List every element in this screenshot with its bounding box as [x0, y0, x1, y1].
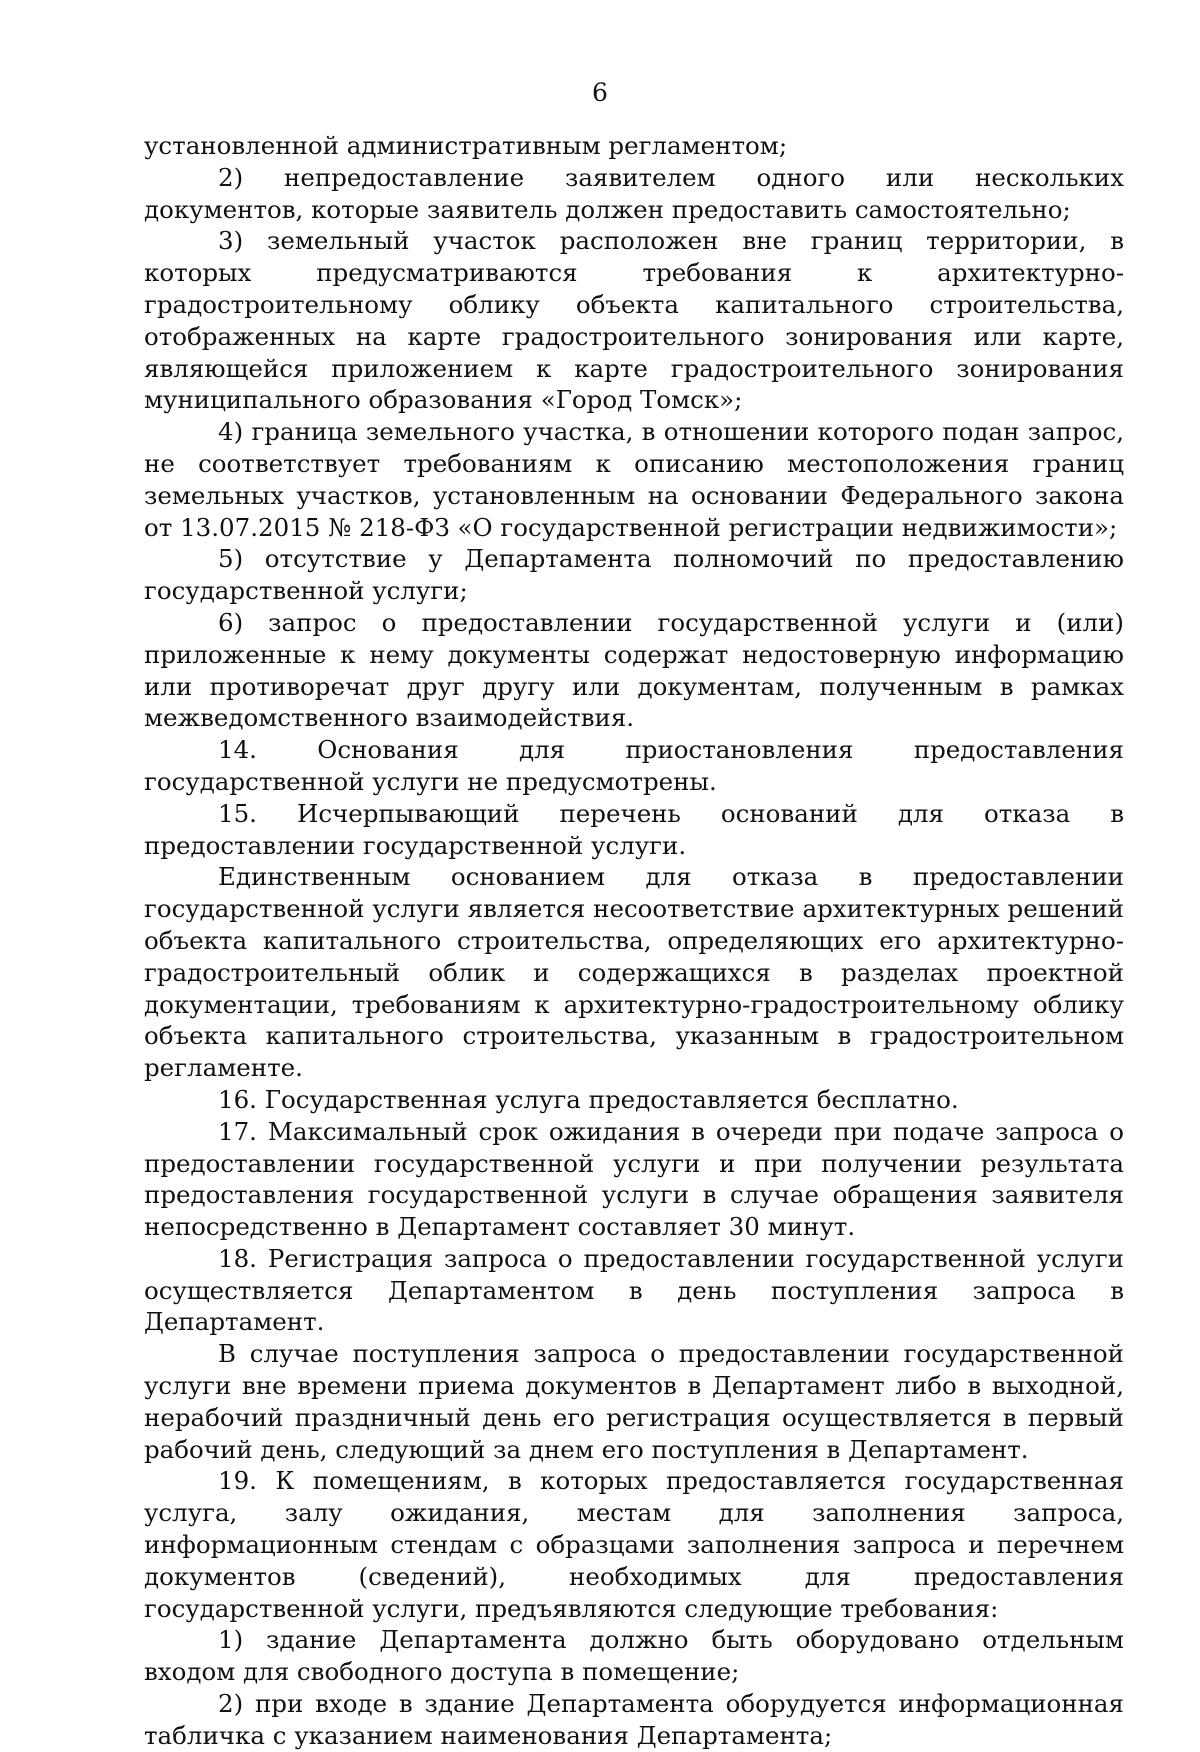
- paragraph-item-3: 3) земельный участок расположен вне границ территории, в которых предусматриваются требования к архитектурно-градостроительному облику объекта капитального строительства, отображенных на карте градостроительного зонирования или карте, являющейся приложением к карте градостроительного зонирования муниципального образования «Город Томск»;: [144, 226, 1124, 415]
- paragraph-item-5: 5) отсутствие у Департамента полномочий по предоставлению государственной услуги;: [144, 544, 1124, 606]
- paragraph-section-19: 19. К помещениям, в которых предоставляется государственная услуга, залу ожидания, местам для заполнения запроса, информационным стендам с образцами заполнения запроса и перечнем документов (сведений), необходимых для предоставления государственной услуги, предъявляются следующие требования:: [144, 1466, 1124, 1623]
- paragraph-section-17: 17. Максимальный срок ожидания в очереди при подаче запроса о предоставлении государственной услуги и при получении результата предоставления государственной услуги в случае обращения заявителя непосредственно в Департамент составляет 30 минут.: [144, 1116, 1124, 1242]
- paragraph-continuation: установленной административным регламентом;: [144, 131, 788, 160]
- paragraph-registration-case: В случае поступления запроса о предоставлении государственной услуги вне времени приема документов в Департамент либо в выходной, нерабочий праздничный день его регистрация осуществляется в первый рабочий день, следующий за днем его поступления в Департамент.: [144, 1339, 1124, 1464]
- paragraph-requirement-2: 2) при входе в здание Департамента оборудуется информационная табличка с указанием наименования Департамента;: [144, 1689, 1124, 1750]
- paragraph-requirement-1: 1) здание Департамента должно быть оборудовано отдельным входом для свободного доступа в помещение;: [144, 1625, 1124, 1687]
- paragraph-sole-ground: Единственным основанием для отказа в предоставлении государственной услуги является несоответствие архитектурных решений объекта капитального строительства, определяющих его архитектурно-градостроительный облик и содержащихся в разделах проектной документации, требованиям к архитектурно-градостроительному облику объекта капитального строительства, указанным в градостроительном регламенте.: [144, 862, 1124, 1083]
- page-number: 6: [592, 78, 608, 107]
- paragraph-item-6: 6) запрос о предоставлении государственной услуги и (или) приложенные к нему документы содержат недостоверную информацию или противоречат друг другу или документам, полученным в рамках межведомственного взаимодействия.: [144, 607, 1124, 733]
- paragraph-item-4: 4) граница земельного участка, в отношении которого подан запрос, не соответствует требованиям к описанию местоположения границ земельных участков, установленным на основании Федерального закона от 13.07.2015 № 218-ФЗ «О государственной регистрации недвижимости»;: [144, 417, 1124, 542]
- paragraph-section-16: 16. Государственная услуга предоставляется бесплатно.: [218, 1084, 959, 1114]
- paragraph-item-2: 2) непредоставление заявителем одного или нескольких документов, которые заявитель должен предоставить самостоятельно;: [144, 162, 1124, 224]
- paragraph-section-15: 15. Исчерпывающий перечень оснований для отказа в предоставлении государственной услуги.: [144, 798, 1124, 860]
- paragraph-section-14: 14. Основания для приостановления предоставления государственной услуги не предусмотрены.: [144, 735, 1124, 796]
- document-body: [144, 130, 1124, 1752]
- paragraph-section-18: 18. Регистрация запроса о предоставлении государственной услуги осуществляется Департаментом в день поступления запроса в Департамент.: [144, 1243, 1124, 1337]
